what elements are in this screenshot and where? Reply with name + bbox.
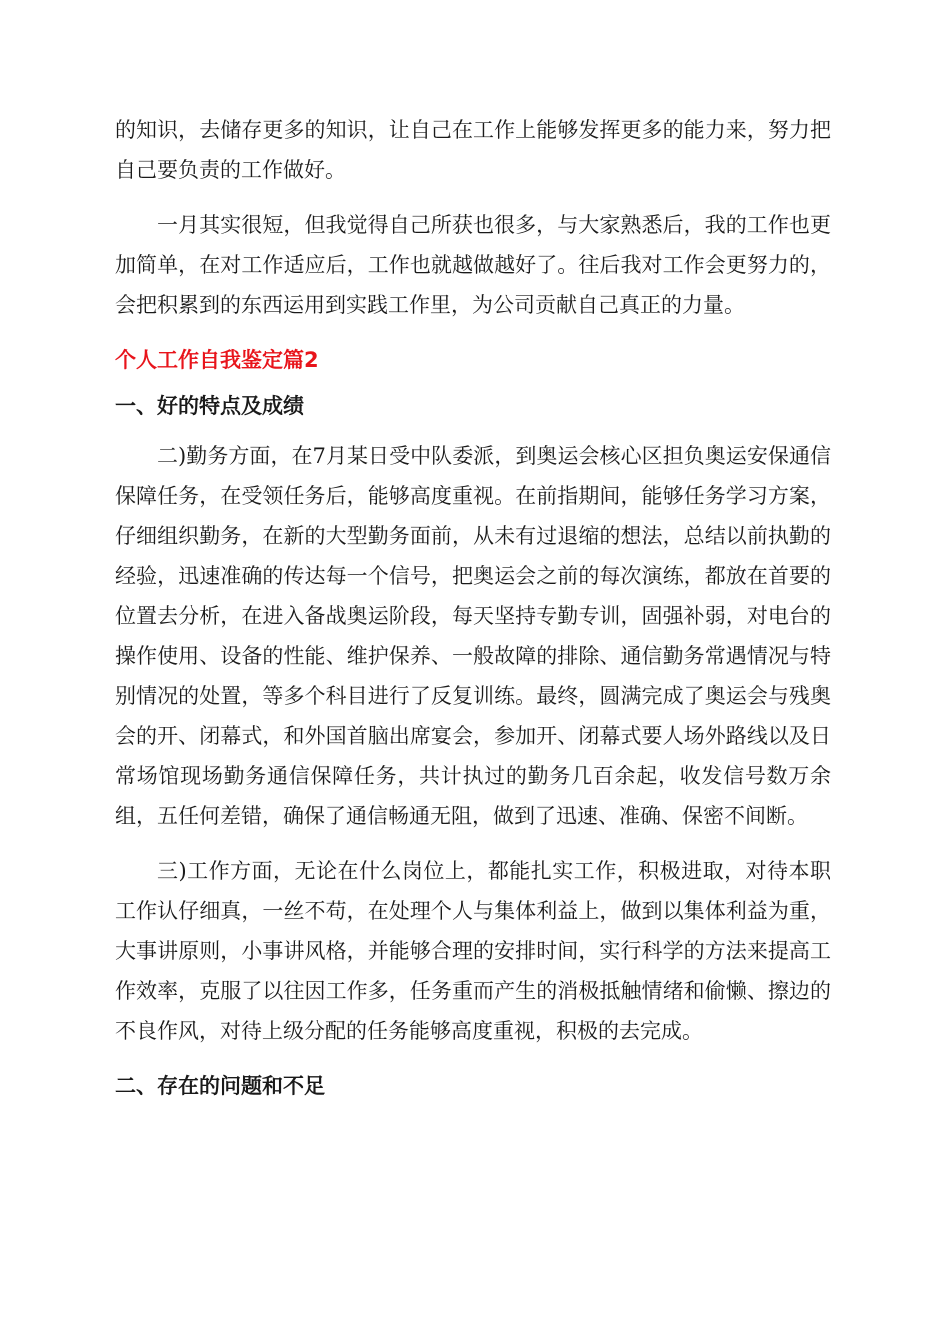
heading-strengths: 一、好的特点及成绩 [115,394,304,418]
section-title: 个人工作自我鉴定篇2 [115,348,319,372]
paragraph-work: 三)工作方面，无论在什么岗位上，都能扎实工作，积极进取，对待本职工作认仔细真，一丝不苟，在处理个人与集体利益上，做到以集体利益为重，大事讲原则，小事讲风格，并能够合理的安排时间，实行科学的方法来提高工作效率，克服了以往因工作多，任务重而产生的消极抵触情绪和偷懒、擦边的不良作风，对待上级分配的任务能够高度重视，积极的去完成。 [115,859,831,1043]
paragraph-continuation: 的知识，去储存更多的知识，让自己在工作上能够发挥更多的能力来，努力把自己要负责的工作做好。 [115,118,831,182]
paragraph-duty: 二)勤务方面，在7月某日受中队委派，到奥运会核心区担负奥运安保通信保障任务，在受领任务后，能够高度重视。在前指期间，能够任务学习方案，仔细组织勤务，在新的大型勤务面前，从未有过退缩的想法，总结以前执勤的经验，迅速准确的传达每一个信号，把奥运会之前的每次演练，都放在首要的位置去分析，在进入备战奥运阶段，每天坚持专勤专训，固强补弱，对电台的操作使用、设备的性能、维护保养、一般故障的排除、通信勤务常遇情况与特别情况的处置，等多个科目进行了反复训练。最终，圆满完成了奥运会与残奥会的开、闭幕式，和外国首脑出席宴会，参加开、闭幕式要人场外路线以及日常场馆现场勤务通信保障任务，共计执过的勤务几百余起，收发信号数万余组，五任何差错，确保了通信畅通无阻，做到了迅速、准确、保密不间断。 [115,444,831,828]
document-page [115,110,831,1116]
paragraph-one-month-summary: 一月其实很短，但我觉得自己所获也很多，与大家熟悉后，我的工作也更加简单，在对工作适应后，工作也就越做越好了。往后我对工作会更努力的，会把积累到的东西运用到实践工作里，为公司贡献自己真正的力量。 [115,213,831,317]
heading-problems: 二、存在的问题和不足 [115,1074,325,1098]
